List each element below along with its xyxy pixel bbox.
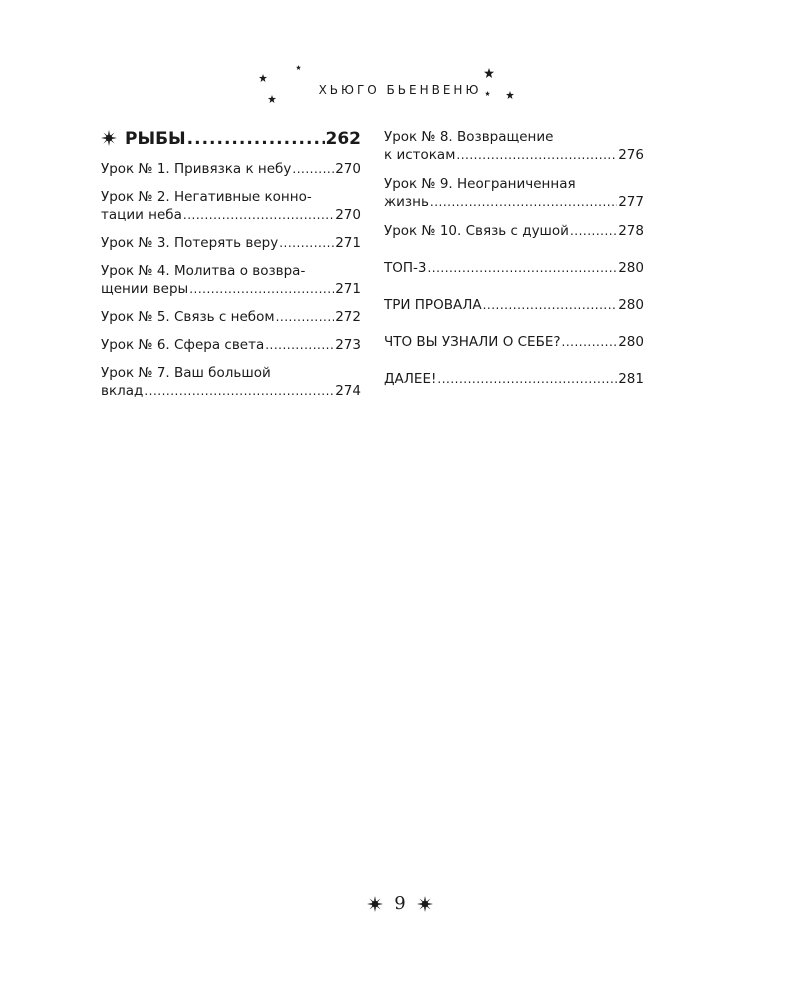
toc-entry[interactable] [101,364,361,400]
toc-entry[interactable] [384,128,644,164]
toc-column-right [384,128,644,407]
toc-entry-title: Урок № 1. Привязка к небу [101,161,292,177]
section-page: 262 [325,129,361,149]
page-footer [0,893,800,914]
toc-entry-title-line: Урок № 9. Неограниченная [384,176,576,192]
section-title: РЫБЫ [125,129,186,149]
toc-entry-title: Урок № 3. Потерять веру [101,235,279,251]
toc-entry-title-line: Урок № 4. Молитва о возвра- [101,263,306,279]
star-icon [296,65,301,70]
toc-entry-title: ТОП-3 [384,260,427,276]
toc-entry-page: 274 [335,383,361,399]
toc-entry[interactable] [384,370,644,388]
toc-entry-page: 270 [335,207,361,223]
starburst-icon [417,896,433,912]
toc-entry[interactable] [101,262,361,298]
toc-entry[interactable] [101,336,361,354]
toc-entry-page: 271 [335,235,361,251]
toc-entry-page: 278 [618,223,644,239]
toc-entry-page: 280 [618,260,644,276]
toc-entry-title: Урок № 10. Связь с душой [384,223,569,239]
toc-entry-page: 277 [618,194,644,210]
toc-entry[interactable] [384,259,644,277]
toc-entry-title: вклад [101,383,144,399]
toc-entry-title: тации неба [101,207,182,223]
toc-entry-page: 280 [618,297,644,313]
toc-entry[interactable] [384,222,644,240]
toc-entry-title: ТРИ ПРОВАЛА [384,297,482,313]
running-header-title: ХЬЮГО БЬЕНВЕНЮ [318,83,482,97]
starburst-icon [367,896,383,912]
toc-entry-title: жизнь [384,194,429,210]
toc-entry[interactable] [101,234,361,252]
running-header [0,60,800,110]
toc-entry-page: 271 [335,281,361,297]
toc-entry[interactable] [101,308,361,326]
toc-entry-title: Урок № 6. Сфера света [101,337,265,353]
starburst-icon [101,130,117,146]
toc-entry-title: ЧТО ВЫ УЗНАЛИ О СЕБЕ? [384,334,561,350]
toc-entry-title-line: Урок № 7. Ваш большой [101,365,271,381]
toc-entry-title: к истокам [384,147,456,163]
toc-entry-title: ДАЛЕЕ! [384,371,437,387]
toc-entry-page: 270 [335,161,361,177]
toc-entry-title: Урок № 5. Связь с небом [101,309,275,325]
star-icon [259,74,267,82]
toc-entry[interactable] [384,175,644,211]
toc-entry-page: 281 [618,371,644,387]
toc-entry[interactable] [101,160,361,178]
star-icon [484,68,494,78]
page-number: 9 [394,893,406,914]
toc-entry[interactable] [101,188,361,224]
toc-entry[interactable] [384,333,644,351]
toc-entry-page: 273 [335,337,361,353]
toc-entry[interactable] [384,296,644,314]
toc-entry-page: 276 [618,147,644,163]
toc-entry-page: 272 [335,309,361,325]
toc-entry-title-line: Урок № 2. Негативные конно- [101,189,312,205]
toc-column-left [101,128,361,410]
toc-entry-title: щении веры [101,281,189,297]
section-heading[interactable] [101,128,361,149]
toc-entry-page: 280 [618,334,644,350]
toc-entry-title-line: Урок № 8. Возвращение [384,129,554,145]
